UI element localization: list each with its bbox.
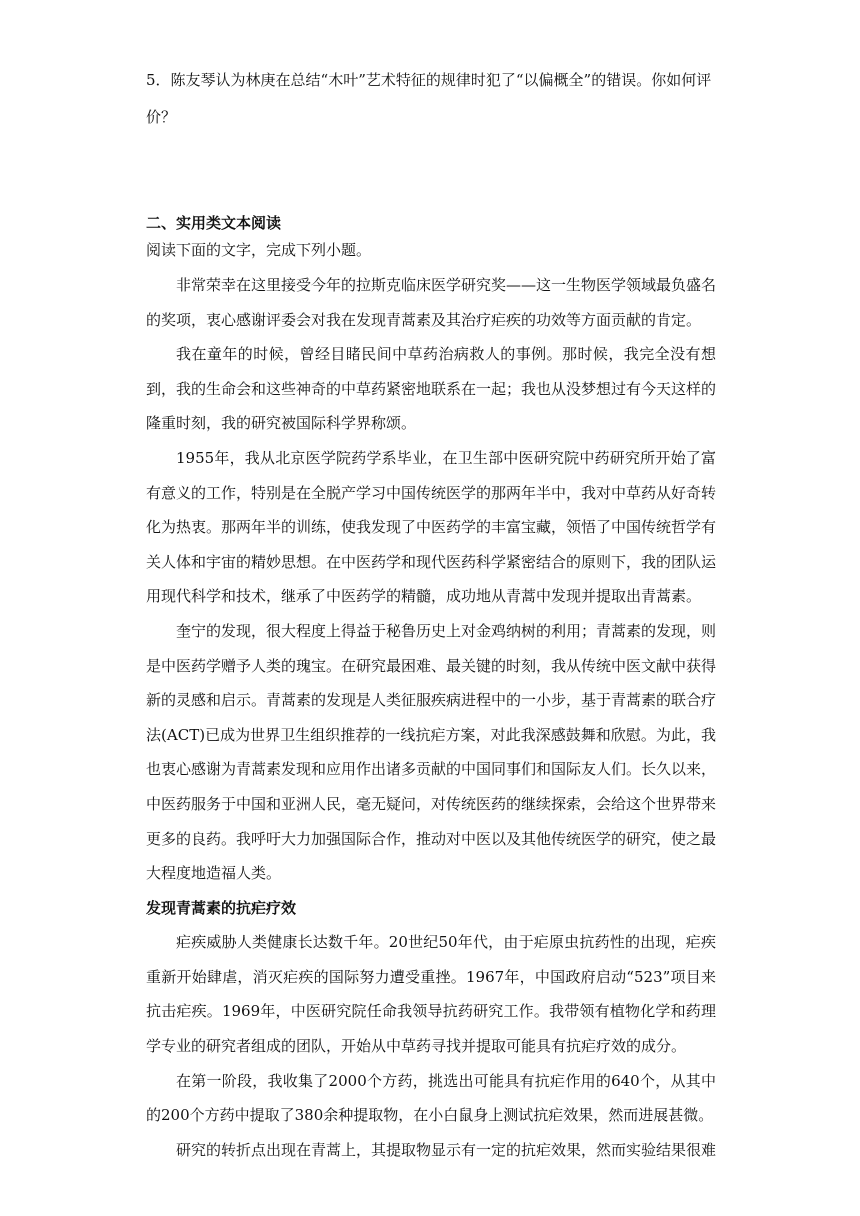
paragraph: 在第一阶段，我收集了2000个方药，挑选出可能具有抗疟作用的640个，从其中的200个方药中提取了380余种提取物，在小白鼠身上测试抗疟效果，然而进展甚微。 — [146, 1071, 716, 1125]
section-instruction: 阅读下面的文字，完成下列小题。 — [146, 241, 372, 259]
paragraph: 1955年，我从北京医学院药学系毕业，在卫生部中医研究院中药研究所开始了富有意义的工作，特别是在全脱产学习中国传统医学的那两年半中，我对中草药从好奇转化为热衷。那两年半的训练，使我发现了中医药学的丰富宝藏，领悟了中国传统哲学有关人体和宇宙的精妙思想。在中医药学和现代医药科学紧密结合的原则下，我的团队运用现代科学和技术，继承了中医药学的精髓，成功地从青蒿中发现并提取出青蒿素。 — [146, 448, 717, 606]
question-5: 5．陈友琴认为林庚在总结“木叶”艺术特征的规律时犯了“以偏概全”的错误。你如何评价？ — [146, 71, 712, 126]
section-title: 二、实用类文本阅读 — [146, 214, 282, 232]
paragraph: 奎宁的发现，很大程度上得益于秘鲁历史上对金鸡纳树的利用；青蒿素的发现，则是中医药学赠予人类的瑰宝。在研究最困难、最关键的时刻，我从传统中医文献中获得新的灵感和启示。青蒿素的发现是人类征服疾病进程中的一小步，基于青蒿素的联合疗法(ACT)已成为世界卫生组织推荐的一线抗疟方案，对此我深感鼓舞和欣慰。为此，我也衷心感谢为青蒿素发现和应用作出诸多贡献的中国同事们和国际友人们。长久以来，中医药服务于中国和亚洲人民，毫无疑问，对传统医药的继续探索，会给这个世界带来更多的良药。我呼吁大力加强国际合作，推动对中医以及其他传统医学的研究，使之最大程度地造福人类。 — [146, 621, 717, 883]
paragraph: 研究的转折点出现在青蒿上，其提取物显示有一定的抗疟效果，然而实验结果很难 — [176, 1140, 717, 1159]
paragraph: 我在童年的时候，曾经目睹民间中草药治病救人的事例。那时候，我完全没有想到，我的生命会和这些神奇的中草药紧密地联系在一起；我也从没梦想过有今天这样的隆重时刻，我的研究被国际科学界称颂。 — [146, 345, 717, 433]
paragraph: 非常荣幸在这里接受今年的拉斯克临床医学研究奖——这一生物医学领域最负盛名的奖项，衷心感谢评委会对我在发现青蒿素及其治疗疟疾的功效等方面贡献的肯定。 — [146, 276, 717, 329]
article-body — [146, 268, 716, 1167]
paragraph: 疟疾威胁人类健康长达数千年。20世纪50年代，由于疟原虫抗药性的出现，疟疾重新开始肆虐，消灭疟疾的国际努力遭受重挫。1967年，中国政府启动“523”项目来抗击疟疾。1969年，中医研究院任命我领导抗药研究工作。我带领有植物化学和药理学专业的研究者组成的团队，开始从中草药寻找并提取可能具有抗疟疗效的成分。 — [146, 933, 716, 1056]
article-subheading: 发现青蒿素的抗疟疗效 — [146, 898, 297, 917]
